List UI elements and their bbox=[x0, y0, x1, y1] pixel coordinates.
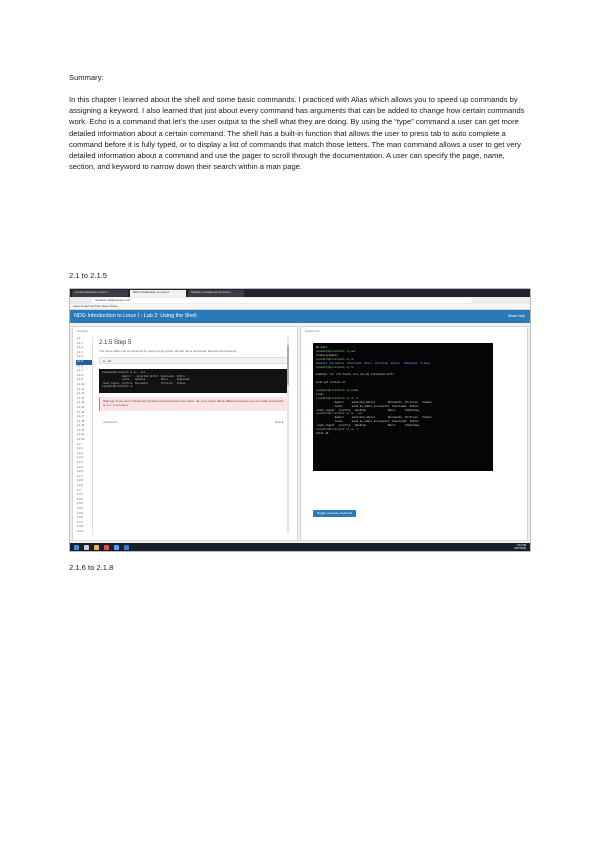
summary-paragraph: In this chapter I learned about the shell and some basic commands. I practiced with Alias which allows you to speed up commands by assigning a keyword. I also learned that just about every command has arguments that can be added to change how certain commands work. Echo is a command that let’s the user output to the shell what they are doing. By using the “type” command a user can get more detailed information about a certain command. The shell has a built-in function that allows the user to press tab to auto complete a command before it is fully typed, or to display a list of commands that match those letters. The man command allows a user to get very detailed information about a command and use the pager to scroll through the documentation. A user can specify the page, name, section, and keyword to narrow down their search within a man page. bbox=[69, 95, 525, 172]
terminal-line: . .bashrc .selected_editor Documents Pictures Videos bbox=[316, 416, 432, 420]
toc-item[interactable]: 2.1.12 bbox=[77, 392, 85, 396]
toc-item[interactable]: 2.1.22 bbox=[77, 438, 85, 442]
toc-item[interactable]: 2.3.3 bbox=[77, 502, 83, 506]
app-actions[interactable]: Share Help bbox=[508, 314, 525, 318]
toc-item[interactable]: 2.1 bbox=[77, 337, 81, 340]
toc-item[interactable]: 2.2.9 bbox=[77, 484, 83, 487]
word-icon[interactable] bbox=[124, 545, 129, 550]
toc-item[interactable]: 2.1.3 bbox=[77, 350, 83, 354]
terminal-line: .bash_logout .profile Desktop Music Templates bbox=[316, 408, 420, 412]
browser-icon[interactable] bbox=[104, 545, 109, 550]
scrollbar-thumb[interactable] bbox=[287, 345, 289, 385]
terminal-line: sudo apt install sl bbox=[316, 381, 346, 385]
toc-item[interactable]: 2.1.20 bbox=[77, 428, 85, 432]
app-header bbox=[70, 310, 530, 323]
step-title: 2.1.5 Step 5 bbox=[99, 340, 132, 346]
lab-content-pane bbox=[72, 326, 298, 541]
table-of-contents bbox=[76, 337, 93, 535]
toc-item[interactable]: 2.2.1 bbox=[77, 447, 83, 451]
toc-item[interactable]: 2.3.8 bbox=[77, 525, 83, 529]
terminal-line: total 32 bbox=[316, 431, 329, 435]
toc-item[interactable]: 2.3.1 bbox=[77, 493, 83, 497]
example-terminal-output: sysadmin@localhost:~$ ls --all . .bashrc .selected_editor Downloads Public .. .cache Desktop Music Templates .bash_logout .profile Documents Pictures Videos sysadmin@localhost:~$ bbox=[99, 369, 289, 393]
toc-item[interactable]: 2.1.13 bbox=[77, 396, 85, 400]
toc-item[interactable]: 2.1.16 bbox=[77, 410, 85, 414]
app-title: NDG Introduction to Linux I - Lab 2: Using the Shell bbox=[74, 313, 197, 319]
warning-note: Warning: If you don't include two hyphens and instead use the option -all, your output will be different because you are really running the ls -a -l -l command. bbox=[99, 397, 289, 411]
toc-item[interactable]: 2.1.11 bbox=[77, 387, 85, 391]
toc-item[interactable]: 2.3.7 bbox=[77, 520, 83, 524]
url-field[interactable]: ncademi.netdevgroup.com bbox=[92, 298, 472, 303]
toc-item[interactable]: 2.1.7 bbox=[77, 369, 83, 373]
toc-item[interactable]: 2.1.6 bbox=[77, 364, 83, 368]
browser-tab-active[interactable]: NDG Introduction to Linux I bbox=[130, 290, 186, 297]
embedded-screenshot bbox=[69, 288, 531, 552]
terminal-tab[interactable]: Ubuntu VC bbox=[305, 329, 320, 333]
toc-item[interactable]: 2.1.1 bbox=[77, 341, 83, 345]
terminal-line: .. .cache .sudo_as_admin_successful Downloads Public bbox=[316, 420, 420, 424]
toc-item[interactable]: 2.1.17 bbox=[77, 415, 85, 419]
terminal-line: sysadmin@localhost:~$ ls bbox=[316, 365, 354, 369]
toc-item[interactable]: 2.2.8 bbox=[77, 479, 83, 483]
toc-item[interactable]: 2.1.9 bbox=[77, 378, 83, 382]
edge-icon[interactable] bbox=[114, 545, 119, 550]
clock-time: 7:03 AM bbox=[516, 543, 526, 547]
terminal-line: Command 'ls' not found, but can be installed with: bbox=[316, 373, 395, 377]
command-box: ls --all bbox=[99, 357, 289, 364]
toc-item[interactable]: 2.1.2 bbox=[77, 346, 83, 350]
previous-button[interactable]: ◂ Previous bbox=[103, 420, 118, 424]
terminal-line: sysadmin@localhost:~$ uname bbox=[316, 388, 359, 392]
next-button[interactable]: Next ▸ bbox=[275, 420, 284, 424]
terminal-window[interactable] bbox=[313, 343, 493, 471]
toc-item[interactable]: 2.1.4 bbox=[77, 355, 83, 359]
terminal-line: sysadmin@localhost:~$ ls -all bbox=[316, 412, 363, 416]
toc-item[interactable]: 2.1.5 bbox=[76, 360, 92, 365]
toc-item[interactable]: 2.2.6 bbox=[77, 470, 83, 474]
toc-item[interactable]: 2.3.5 bbox=[77, 511, 83, 515]
bookmarks-bar[interactable]: Apps Gmail YouTube Maps News bbox=[70, 304, 530, 310]
toc-item[interactable]: 2.1.8 bbox=[77, 373, 83, 377]
folder-icon[interactable] bbox=[94, 545, 99, 550]
terminal-line: Desktop Documents Downloads Music Pictures Public Templates Videos bbox=[316, 361, 430, 365]
terminal-line: sysadmin@localhost:~$ ls -a bbox=[316, 396, 359, 400]
toc-item[interactable]: 2.1.10 bbox=[77, 382, 85, 386]
toc-item[interactable]: 2.2.2 bbox=[77, 451, 83, 455]
toc-item[interactable]: 2.3.6 bbox=[77, 516, 83, 520]
toc-item[interactable]: 2.3 bbox=[77, 488, 81, 492]
section-label-2-1-6-to-2-1-8: 2.1.6 to 2.1.8 bbox=[69, 563, 114, 572]
toc-item[interactable]: 2.2.3 bbox=[77, 456, 83, 460]
section-label-2-1-to-2-1-5: 2.1 to 2.1.5 bbox=[69, 271, 107, 280]
content-tab[interactable]: Content bbox=[77, 329, 88, 333]
terminal-line: No mail. bbox=[316, 346, 329, 349]
browser-tab[interactable]: Course Modules: Linux I bbox=[72, 290, 128, 297]
terminal-line: . .bashrc .selected_editor Documents Pictures Videos bbox=[316, 400, 432, 404]
toc-item[interactable]: 2.3.9 bbox=[77, 529, 83, 533]
browser-tab[interactable]: Module 1 Assignments Linux I bbox=[188, 290, 244, 297]
toc-item[interactable]: 2.2.7 bbox=[77, 474, 83, 478]
clock-date: 8/27/2020 bbox=[514, 546, 526, 550]
step-description: The same effect can be achieved by using a long option -all with the ls command. Execute the following: bbox=[99, 349, 238, 353]
terminal-line: sysadmin@localhost:~$ pwd bbox=[316, 349, 356, 353]
search-icon[interactable] bbox=[84, 545, 89, 550]
toc-item[interactable]: 2.2 bbox=[77, 442, 81, 446]
toc-item[interactable]: 2.1.19 bbox=[77, 424, 85, 428]
toggle-keyboard-button[interactable]: Toggle onscreen keyboard bbox=[313, 510, 356, 517]
windows-taskbar bbox=[70, 543, 530, 551]
toc-item[interactable]: 2.3.4 bbox=[77, 506, 83, 510]
toc-item[interactable]: 2.1.15 bbox=[77, 405, 85, 409]
toc-item[interactable]: 2.1.14 bbox=[77, 401, 85, 405]
system-clock bbox=[514, 544, 526, 551]
toc-item[interactable]: 2.1.18 bbox=[77, 419, 85, 423]
terminal-line: .bash_logout .profile Desktop Music Templates bbox=[316, 424, 420, 428]
browser-tab-bar bbox=[70, 289, 530, 297]
terminal-pane bbox=[300, 326, 528, 541]
windows-start-icon[interactable] bbox=[74, 545, 79, 550]
terminal-line: /home/sysadmin bbox=[316, 353, 338, 357]
terminal-line: sysadmin@localhost:~$ ls -l bbox=[316, 428, 359, 432]
toc-item[interactable]: 2.3.2 bbox=[77, 497, 83, 501]
terminal-line: Linux bbox=[316, 392, 324, 396]
toc-item[interactable]: 2.2.5 bbox=[77, 465, 83, 469]
terminal-line: .. .cache .sudo_as_admin_successful Downloads Public bbox=[316, 404, 420, 408]
toc-item[interactable]: 2.1.21 bbox=[77, 433, 85, 437]
terminal-line: sysadmin@localhost:~$ ls bbox=[316, 357, 354, 361]
content-scrollbar[interactable] bbox=[287, 337, 289, 533]
toc-item[interactable]: 2.2.4 bbox=[77, 461, 83, 465]
summary-heading: Summary: bbox=[69, 73, 104, 82]
